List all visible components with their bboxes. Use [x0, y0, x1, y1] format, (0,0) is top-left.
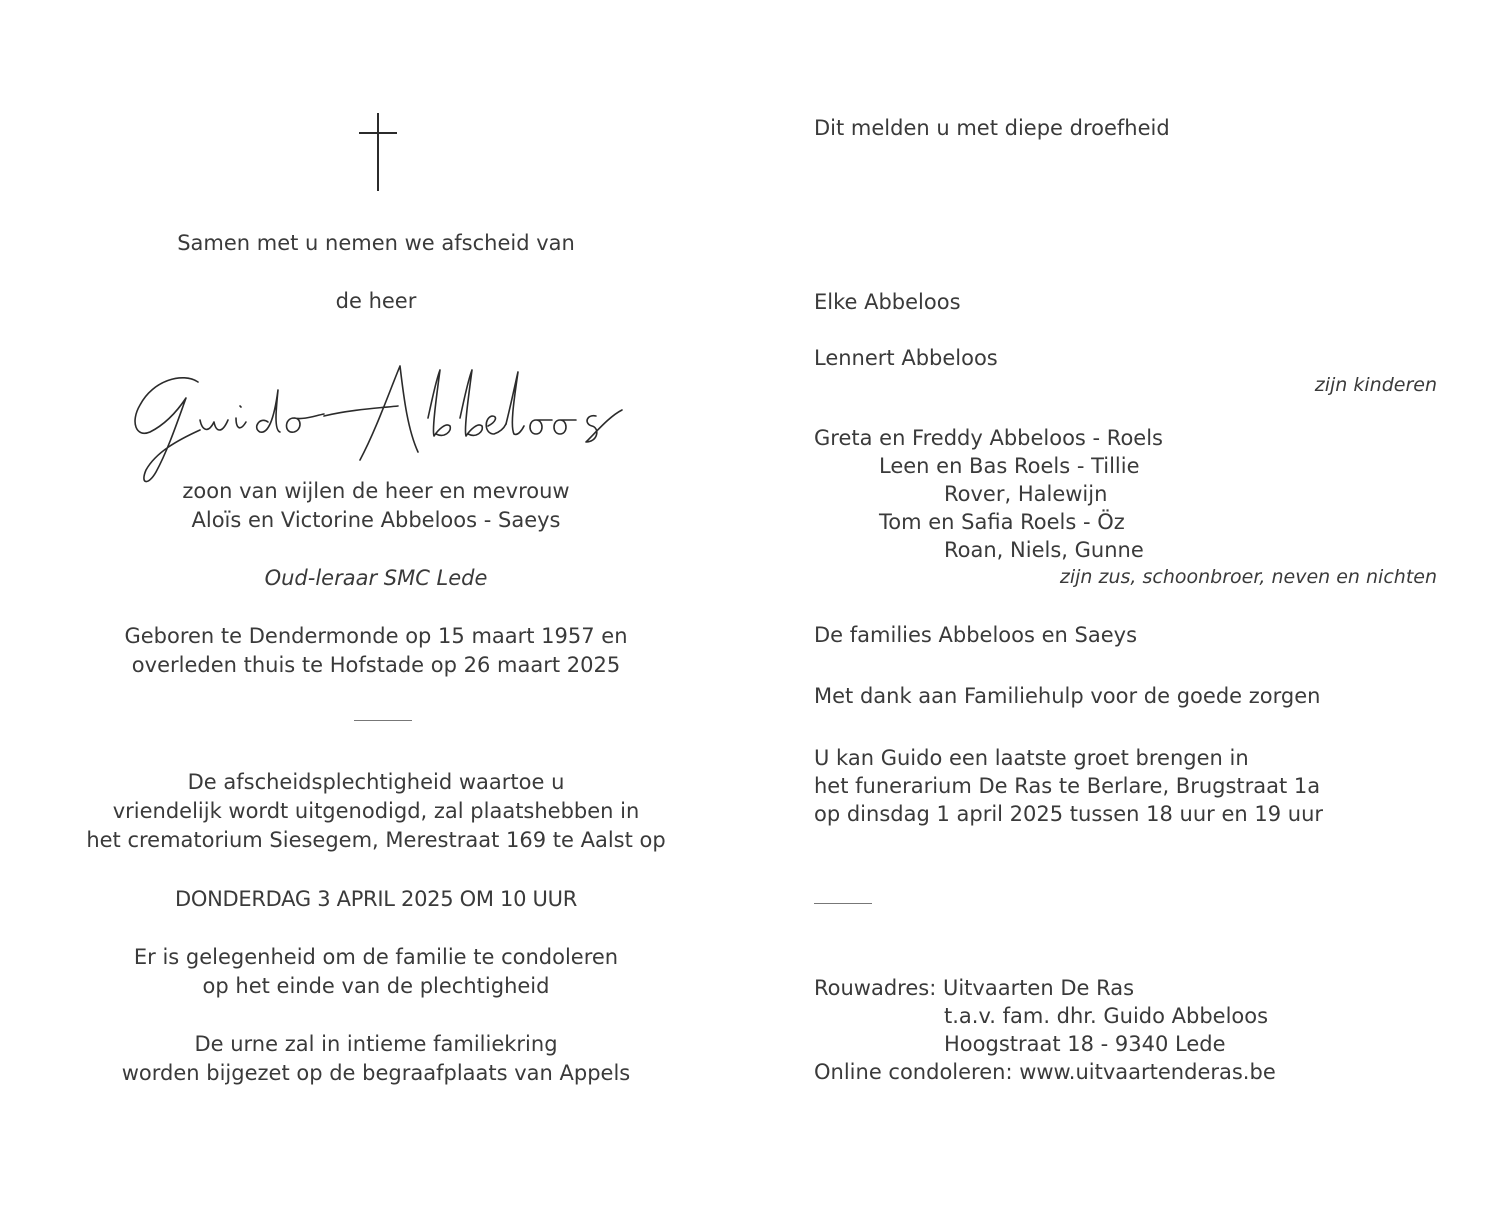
name-signature [128, 360, 628, 492]
urn-line-2: worden bijgezet op de begraafplaats van Appels [121, 1061, 631, 1085]
ceremony-line-3: het crematorium Siesegem, Merestraat 169 te Aalst op [86, 828, 666, 852]
occupation-text: Oud-leraar SMC Lede [264, 566, 488, 590]
condole-line-2: op het einde van de plechtigheid [202, 974, 550, 998]
urn-line-1: De urne zal in intieme familiekring [194, 1032, 558, 1056]
sister-role: zijn zus, schoonbroer, neven en nichten [1059, 566, 1437, 588]
intro-text: Samen met u nemen we afscheid van [177, 231, 575, 255]
thanks-text: Met dank aan Familiehulp voor de goede zorgen [814, 684, 1321, 708]
sister-line: Greta en Freddy Abbeloos - Roels [814, 426, 1163, 450]
ceremony-line-2: vriendelijk wordt uitgenodigd, zal plaatshebben in [112, 799, 640, 823]
online-condolence: Online condoleren: www.uitvaartenderas.be [814, 1060, 1276, 1084]
parents-line-2: Aloïs en Victorine Abbeloos - Saeys [191, 508, 561, 532]
parents-line-1: zoon van wijlen de heer en mevrouw [182, 479, 570, 503]
title-text: de heer [335, 289, 417, 313]
right-divider [814, 903, 872, 904]
visit-line-3: op dinsdag 1 april 2025 tussen 18 uur en 19 uur [814, 802, 1324, 826]
address-line-2: t.a.v. fam. dhr. Guido Abbeloos [944, 1004, 1269, 1028]
birth-text: Geboren te Dendermonde op 15 maart 1957 en [124, 624, 628, 648]
child-2: Lennert Abbeloos [814, 346, 998, 370]
nephew-1-children: Rover, Halewijn [944, 482, 1108, 506]
cross-icon [358, 113, 398, 193]
left-divider [354, 720, 412, 721]
visit-line-2: het funerarium De Ras te Berlare, Brugstraat 1a [814, 774, 1321, 798]
announcement-text: Dit melden u met diepe droefheid [814, 116, 1170, 140]
families-text: De families Abbeloos en Saeys [814, 623, 1138, 647]
address-line-3: Hoogstraat 18 - 9340 Lede [944, 1032, 1226, 1056]
children-role: zijn kinderen [1314, 374, 1437, 396]
condole-line-1: Er is gelegenheid om de familie te condoleren [133, 945, 619, 969]
nephew-2-children: Roan, Niels, Gunne [944, 538, 1144, 562]
nephew-line-2: Tom en Safia Roels - Öz [879, 510, 1125, 534]
visit-line-1: U kan Guido een laatste groet brengen in [814, 746, 1249, 770]
address-line-1: Rouwadres: Uitvaarten De Ras [814, 976, 1135, 1000]
death-text: overleden thuis te Hofstade op 26 maart 2025 [131, 653, 621, 677]
ceremony-line-1: De afscheidsplechtigheid waartoe u [187, 770, 565, 794]
nephew-line-1: Leen en Bas Roels - Tillie [879, 454, 1140, 478]
ceremony-datetime: DONDERDAG 3 APRIL 2025 OM 10 UUR [175, 887, 577, 911]
child-1: Elke Abbeloos [814, 290, 961, 314]
